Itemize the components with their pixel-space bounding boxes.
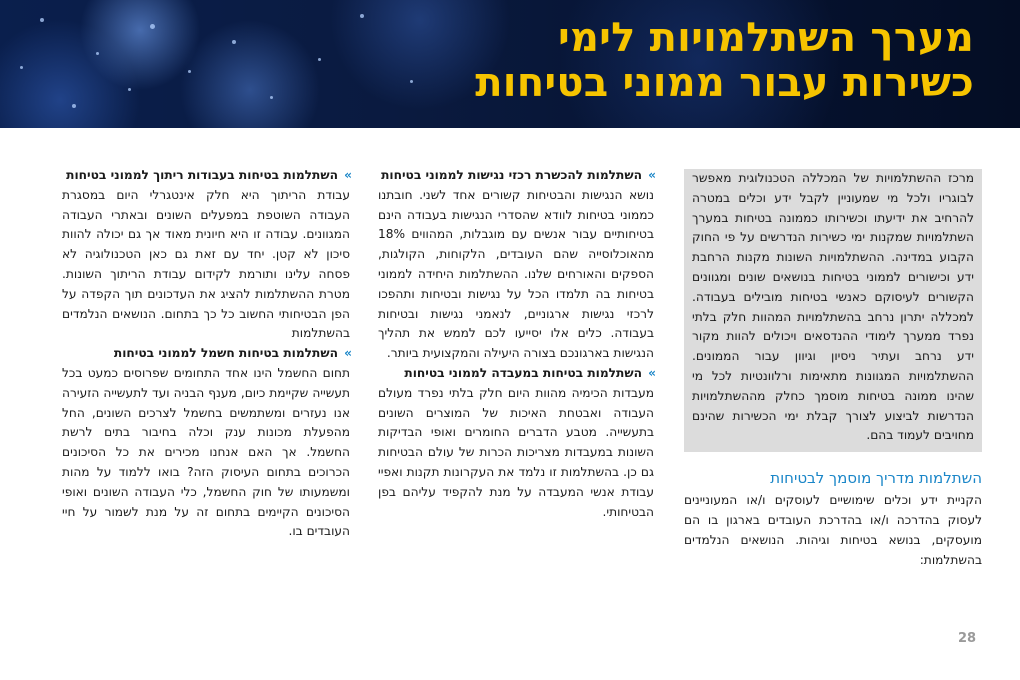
guide-heading: השתלמות מדריך מוסמך לבטיחות bbox=[770, 469, 982, 488]
page-title bbox=[334, 16, 974, 106]
header-banner bbox=[0, 0, 1020, 128]
chevron-marker-icon: » bbox=[344, 168, 352, 182]
heading-text: השתלמות להכשרת רכזי נגישות לממוני בטיחות bbox=[381, 168, 642, 182]
accessibility-course-heading bbox=[378, 166, 654, 186]
chevron-marker-icon: » bbox=[344, 346, 352, 361]
electrical-course-text: תחום החשמל הינו אחד התחומים שפרוסים כמעט בכל תעשייה שקיימת כיום, מענף הבניה ועד לתעשייה הזעירה אנו נעזרים ומשתמשים בחשמל לצרכים השונים, החל מהפעלת מכונות ענק וכלה בחיבור בתים לרשת החשמל. אך האם אנחנו מכירים את כל הסיכונים הכרוכים בתחום העיסוק הזה? בואו ללמוד על מהות ומשמעותו של חוק החשמל, כלי העבודה השונים ואופי הסיכונים הקיימים בתחום זה על מנת לשמור על חיי העובדים בו. bbox=[62, 365, 350, 539]
chevron-marker-icon: » bbox=[648, 168, 656, 182]
intro-box bbox=[684, 169, 982, 452]
heading-text: השתלמות בטיחות חשמל לממוני בטיחות bbox=[113, 346, 338, 361]
welding-course-heading bbox=[62, 166, 350, 186]
heading-text: השתלמות בטיחות במעבדה לממוני בטיחות bbox=[404, 365, 642, 380]
page-number: 28 bbox=[958, 631, 977, 646]
left-column bbox=[62, 166, 350, 542]
guide-text: הקניית ידע וכלים שימושיים לעוסקים ו/או המעוניינים לעסוק בהדרכה ו/או בהדרכת העובדים בארגון בו הם מועסקים, בנושא בטיחות וגיהות. הנושאים הנלמדים בהשתלמות: bbox=[684, 493, 982, 567]
title-line-2: כשירות עבור ממוני בטיחות bbox=[475, 60, 974, 106]
lab-safety-course-heading bbox=[378, 364, 654, 384]
chevron-marker-icon: » bbox=[648, 365, 656, 380]
electrical-course-heading bbox=[62, 344, 350, 364]
lab-safety-course-text: מעבדות הכימיה מהוות היום חלק בלתי נפרד מעולם העבודה ואבטחת האיכות של המוצרים השונים בתעשייה. מטבע הדברים החומרים ואופי הבדיקות השונות במעבדות מצריכות הכרות של עולם הבטיחות גם כן. בהשתלמות זו נלמד את העקרונות תקנות ואפיי עבודת אנשי המעבדה על מנת להקפיד עליהם בפן הבטיחותי. bbox=[378, 385, 654, 519]
intro-text: מרכז ההשתלמויות של המכללה הטכנולוגית מאפשר לבוגריו ולכל מי שמעוניין לקבל ידע וכלים במטרה להרחיב את ידיעתו וכשירותו כממונה בטיחות במערך השתלמויות שמקנות ימי כשירות הנדרשים על פי החוק הקבוע במדינה. ההשתלמויות השונות מקנות הרחבת ידע וכישורים לממוני בטיחות בנושאים שונים ומגוונים הקשורים לעיסוקם כאנשי בטיחות מובילים בעבודה. למכללה יתרון נרחב בהשתלמויות המהוות חלק בלתי נפרד ממערך לימודי ההנדסאים ויכולים להוות מקור ידע נרחב ועתיר ניסיון וגיוון עבור הממונים. ההשתלמויות המגוונות מתאימות ורלוונטיות לכל מי שהינו ממונה בטיחות מוסמך כחלק מההשתלמויות הנדרשות לביצוע לצורך קבלת ימי הכשירות שהינם מחויבים לעמוד בהם. bbox=[692, 171, 974, 443]
title-line-1: מערך השתלמויות לימי bbox=[558, 15, 974, 61]
welding-course-text: עבודת הריתוך היא חלק אינטגרלי היום במסגרת העבודה השוטפת במפעלים השונים ובאתרי העבודה המגוונים. עבודה זו היא חיונית מאוד אך גם יכולה להוות סיכון לא קטן. יחד עם זאת גם כאן הטכנולוגיה לא פסחה עלינו ותורמת לקידום עבודת הריתוך השונות. מטרת ההשתלמות להציג את העדכונים תוך הקפדה על הפן הבטיחותי החשוב כל כך בתחום. הנושאים הנלמדים בהשתלמות bbox=[62, 187, 350, 341]
middle-column bbox=[378, 166, 654, 522]
accessibility-course-text: נושא הנגישות והבטיחות קשורים אחד לשני. חובתנו כממוני בטיחות לוודא שהסדרי הנגישות בעבודה הינם בטיחותיים עבור אנשים עם מוגבלות, המהווים 18% מהאוכלוסייה שהם העובדים, הלקוחות, הקולגות, הספקים והאורחים שלנו. ההשתלמות היחידה לממוני בטיחות בה תלמדו הכל על נגישות ובטיחות ותהפכו לרכזי נגישות ארגוניים, לנאמני נגישות ובטיחות בעבודה. כלים אלו יסייעו לכם לממש את תהליך הנגישות בארגונכם בצורה היעילה והמקצועית ביותר. bbox=[378, 187, 654, 361]
heading-text: השתלמות בטיחות בעבודות ריתוך לממוני בטיחות bbox=[66, 168, 338, 182]
right-column bbox=[684, 169, 982, 570]
